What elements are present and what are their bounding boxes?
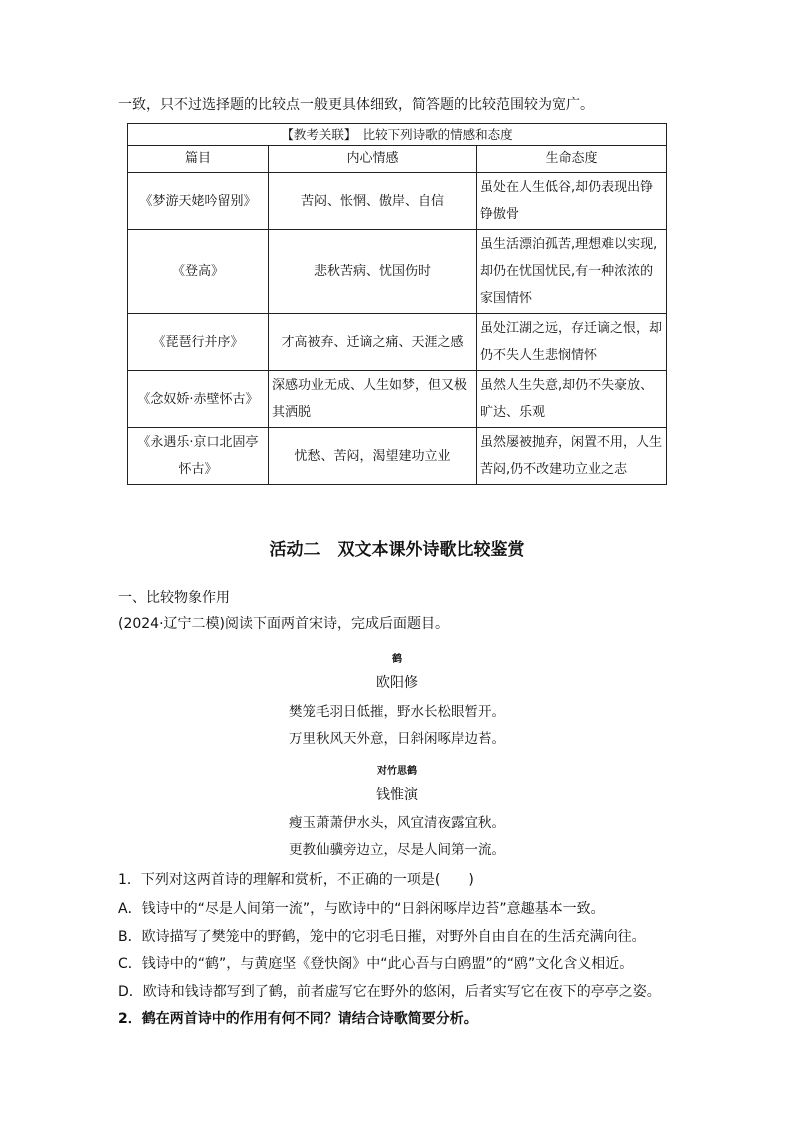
table-header-attitude: 生命态度 (477, 146, 667, 173)
table-row (128, 173, 667, 230)
poem-title-cell: 《永遇乐·京口北固亭怀古》 (128, 428, 269, 485)
table-header-emotion: 内心情感 (269, 146, 477, 173)
question1-option-a: A．钱诗中的“尽是人间第一流”，与欧诗中的“日斜闲啄岸边苔”意趣基本一致。 (118, 901, 605, 917)
attitude-cell: 虽然人生失意,却仍不失豪放、旷达、乐观 (477, 371, 667, 428)
emotion-cell: 苦闷、怅惘、傲岸、自信 (269, 173, 477, 230)
table-row (128, 428, 667, 485)
poem2-author: 钱惟演 (376, 787, 418, 803)
poem1-line: 万里秋风天外意，日斜闲啄岸边苔。 (289, 731, 505, 747)
poem-title-cell: 《登高》 (128, 230, 269, 314)
table-row (128, 371, 667, 428)
poem1-line: 樊笼毛羽日低摧，野水长松眼暂开。 (289, 704, 505, 720)
attitude-cell: 虽生活漂泊孤苦,理想难以实现,却仍在忧国忧民,有一种浓浓的家国情怀 (477, 230, 667, 314)
attitude-cell: 虽处在人生低谷,却仍表现出铮铮傲骨 (477, 173, 667, 230)
question1-option-c: C．钱诗中的“鹤”，与黄庭坚《登快阁》中“此心吾与白鸥盟”的“鸥”文化含义相近。 (118, 956, 634, 972)
poem2-line: 瘦玉萧萧伊水头，风宜清夜露宜秋。 (289, 815, 505, 831)
intro-paragraph: 一致，只不过选择题的比较点一般更具体细致，简答题的比较范围较为宽广。 (118, 97, 594, 113)
poem-title-cell: 《念奴娇·赤壁怀古》 (128, 371, 269, 428)
question2-stem: 2．鹤在两首诗中的作用有何不同？请结合诗歌简要分析。 (118, 1011, 478, 1027)
poem2-line: 更教仙骥旁边立，尽是人间第一流。 (289, 842, 505, 858)
table-caption: 【教考关联】 比较下列诗歌的情感和态度 (128, 124, 667, 146)
activity-heading: 活动二 双文本课外诗歌比较鉴赏 (269, 540, 525, 560)
question1-option-b: B．欧诗描写了樊笼中的野鹤，笼中的它羽毛日摧，对野外自由自在的生活充满向往。 (118, 929, 646, 945)
poem1-author: 欧阳修 (376, 675, 418, 691)
emotion-cell: 忧愁、苦闷，渴望建功立业 (269, 428, 477, 485)
question1-stem: 1．下列对这两首诗的理解和赏析，不正确的一项是( ) (118, 872, 474, 888)
question1-option-d: D．欧诗和钱诗都写到了鹤，前者虚写它在野外的悠闲，后者实写它在夜下的亭亭之姿。 (118, 984, 661, 1000)
poem-title-cell: 《琵琶行并序》 (128, 314, 269, 371)
table-row (128, 230, 667, 314)
table-header-title: 篇目 (128, 146, 269, 173)
emotion-cell: 深感功业无成、人生如梦，但又极其洒脱 (269, 371, 477, 428)
poem1-title: 鹤 (392, 654, 402, 665)
emotion-cell: 才高被弃、迁谪之痛、天涯之感 (269, 314, 477, 371)
attitude-cell: 虽处江湖之远，存迁谪之恨，却仍不失人生悲悯情怀 (477, 314, 667, 371)
poem2-title: 对竹思鹤 (377, 766, 417, 777)
source-line: (2024·辽宁二模)阅读下面两首宋诗，完成后面题目。 (118, 616, 450, 632)
attitude-cell: 虽然屡被抛弃，闲置不用，人生苦闷,仍不改建功立业之志 (477, 428, 667, 485)
comparison-table (127, 123, 667, 485)
table-row (128, 314, 667, 371)
poem-title-cell: 《梦游天姥吟留别》 (128, 173, 269, 230)
emotion-cell: 悲秋苦病、忧国伤时 (269, 230, 477, 314)
section-heading: 一、比较物象作用 (118, 590, 230, 606)
